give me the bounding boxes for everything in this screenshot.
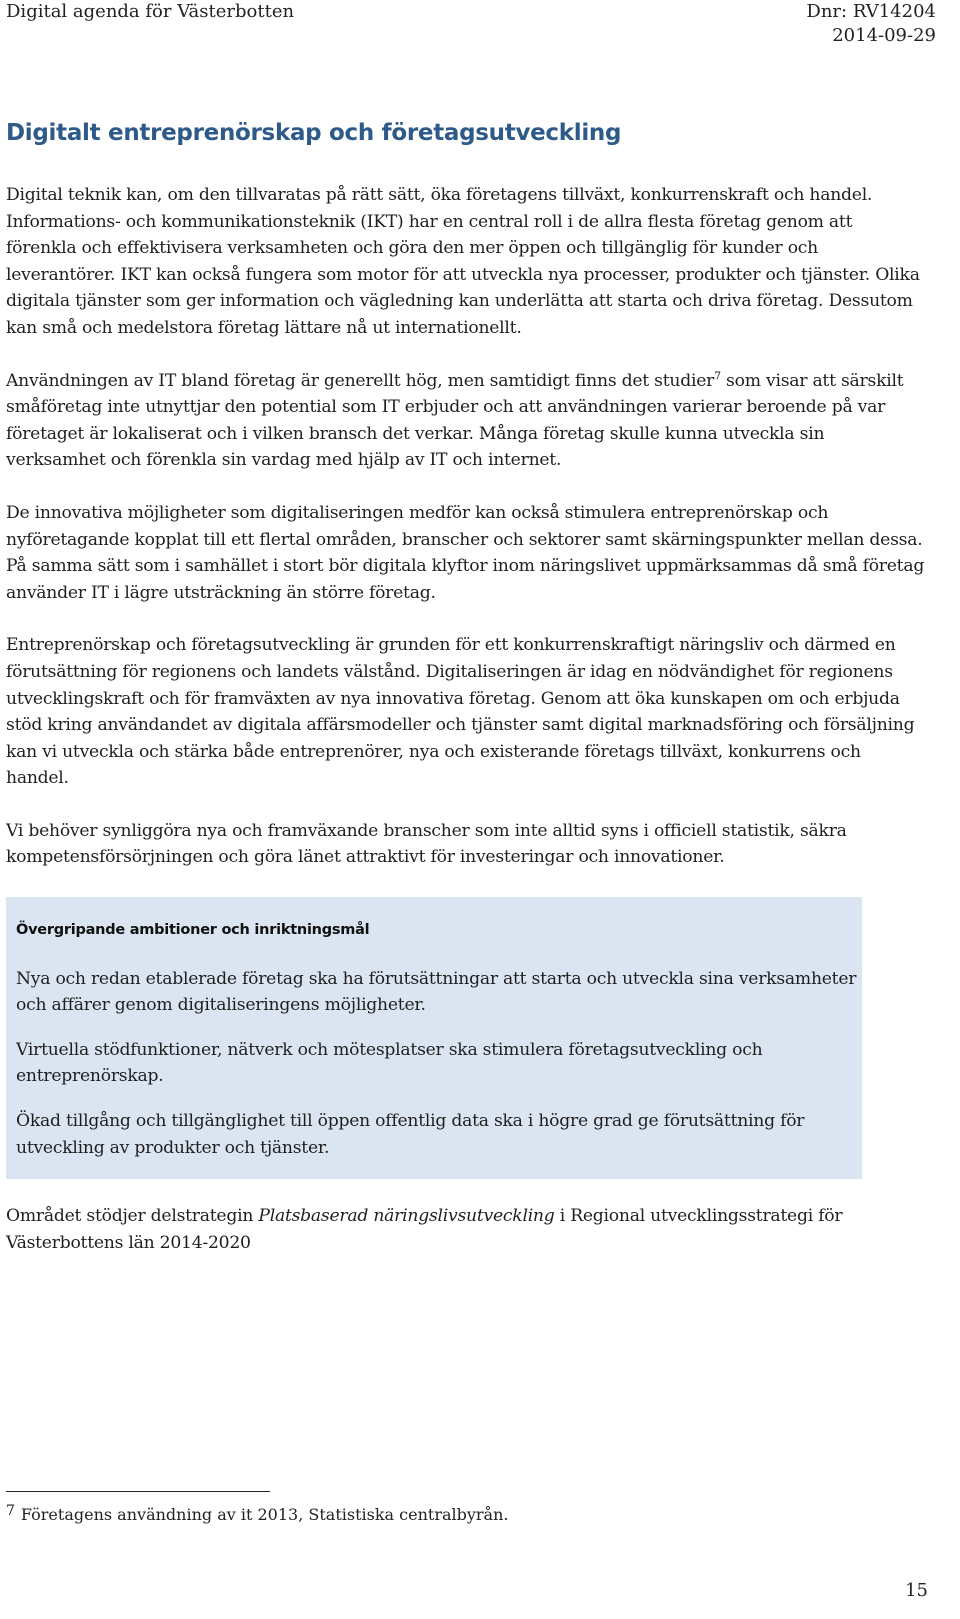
- paragraph-it-usage-start: Användningen av IT bland företag är generellt hög, men samtidigt finns det studier: [6, 370, 715, 391]
- registration-number: Dnr: RV14204: [806, 1, 936, 22]
- ambitions-title: Övergripande ambitioner och inriktningsmål: [16, 922, 370, 939]
- document-header-title: Digital agenda för Västerbotten: [6, 1, 295, 22]
- paragraph-visibility: Vi behöver synliggöra nya och framväxande branscher som inte alltid syns i officiell statistik, säkra kompetensförsörjningen och göra länet attraktivt för investeringar och innovationer.: [6, 820, 847, 868]
- paragraph-it-usage: [6, 368, 926, 474]
- document-header-meta: [806, 0, 936, 48]
- paragraph-intro: Digital teknik kan, om den tillvaratas på rätt sätt, öka företagens tillväxt, konkurrenskraft och handel. Informations- och kommunikationsteknik (IKT) har en central roll i de allra flesta företag genom att förenkla och effektivisera verksamheten och göra den mer öppen och tillgänglig för kunder och leverantörer. IKT kan också fungera som motor för att utveckla nya processer, produkter och tjänster. Olika digitala tjänster som ger information och vägledning kan underlätta att starta och driva företag. Dessutom kan små och medelstora företag lättare nå ut internationellt.: [6, 185, 920, 338]
- footnote-reference[interactable]: 7: [714, 368, 721, 382]
- section-body: [6, 182, 926, 1282]
- footnote-divider: [6, 1491, 270, 1492]
- page-number: 15: [905, 1580, 928, 1601]
- section-heading: Digitalt entreprenörskap och företagsutveckling: [6, 120, 622, 146]
- strategy-title: Platsbaserad näringslivsutveckling: [258, 1206, 555, 1227]
- strategy-text-end: i Regional utvecklingsstrategi för Västerbottens län 2014-2020: [6, 1206, 843, 1253]
- paragraph-it-usage-end: som visar att särskilt småföretag inte utnyttjar den potential som IT erbjuder och att användningen varierar beroende på var företaget är lokaliserat och i vilken bransch det verkar. Många företag skulle kunna utveckla sin verksamhet och förenkla sin vardag med hjälp av IT och internet.: [6, 370, 904, 471]
- strategy-text-start: Området stödjer delstrategin: [6, 1206, 259, 1227]
- ambitions-box: [6, 897, 862, 1179]
- ambition-item: Nya och redan etablerade företag ska ha förutsättningar att starta och utveckla sina verksamheter och affärer genom digitaliseringens möjligheter.: [16, 968, 857, 1016]
- footnote: [6, 1503, 508, 1524]
- ambition-item: Virtuella stödfunktioner, nätverk och mötesplatser ska stimulera företagsutveckling och entreprenörskap.: [16, 1039, 763, 1087]
- document-date: 2014-09-29: [832, 25, 936, 46]
- footnote-number: 7: [6, 1503, 15, 1519]
- ambition-item: Ökad tillgång och tillgänglighet till öppen offentlig data ska i högre grad ge förutsättning för utveckling av produkter och tjänster.: [16, 1111, 805, 1158]
- paragraph-entrepreneurship: Entreprenörskap och företagsutveckling är grunden för ett konkurrenskraftigt näringsliv och därmed en förutsättning för regionens och landets välstånd. Digitaliseringen är idag en nödvändighet för regionens utvecklingskraft och för framväxten av nya innovativa företag. Genom att öka kunskapen om och erbjuda stöd kring användandet av digitala affärsmodeller och tjänster samt digital marknadsföring och försäljning kan vi utveckla och stärka både entreprenörer, nya och existerande företags tillväxt, konkurrens och handel.: [6, 635, 915, 789]
- footnote-text: Företagens användning av it 2013, Statistiska centralbyrån.: [20, 1505, 509, 1524]
- strategy-paragraph: [6, 1203, 926, 1256]
- paragraph-innovation: De innovativa möjligheter som digitaliseringen medför kan också stimulera entreprenörskap och nyföretagande kopplat till ett flertal områden, branscher och sektorer samt skärningspunkter mellan dessa. På samma sätt som i samhället i stort bör digitala klyftor inom näringslivet uppmärksammas då små företag använder IT i lägre utsträckning än större företag.: [6, 502, 925, 603]
